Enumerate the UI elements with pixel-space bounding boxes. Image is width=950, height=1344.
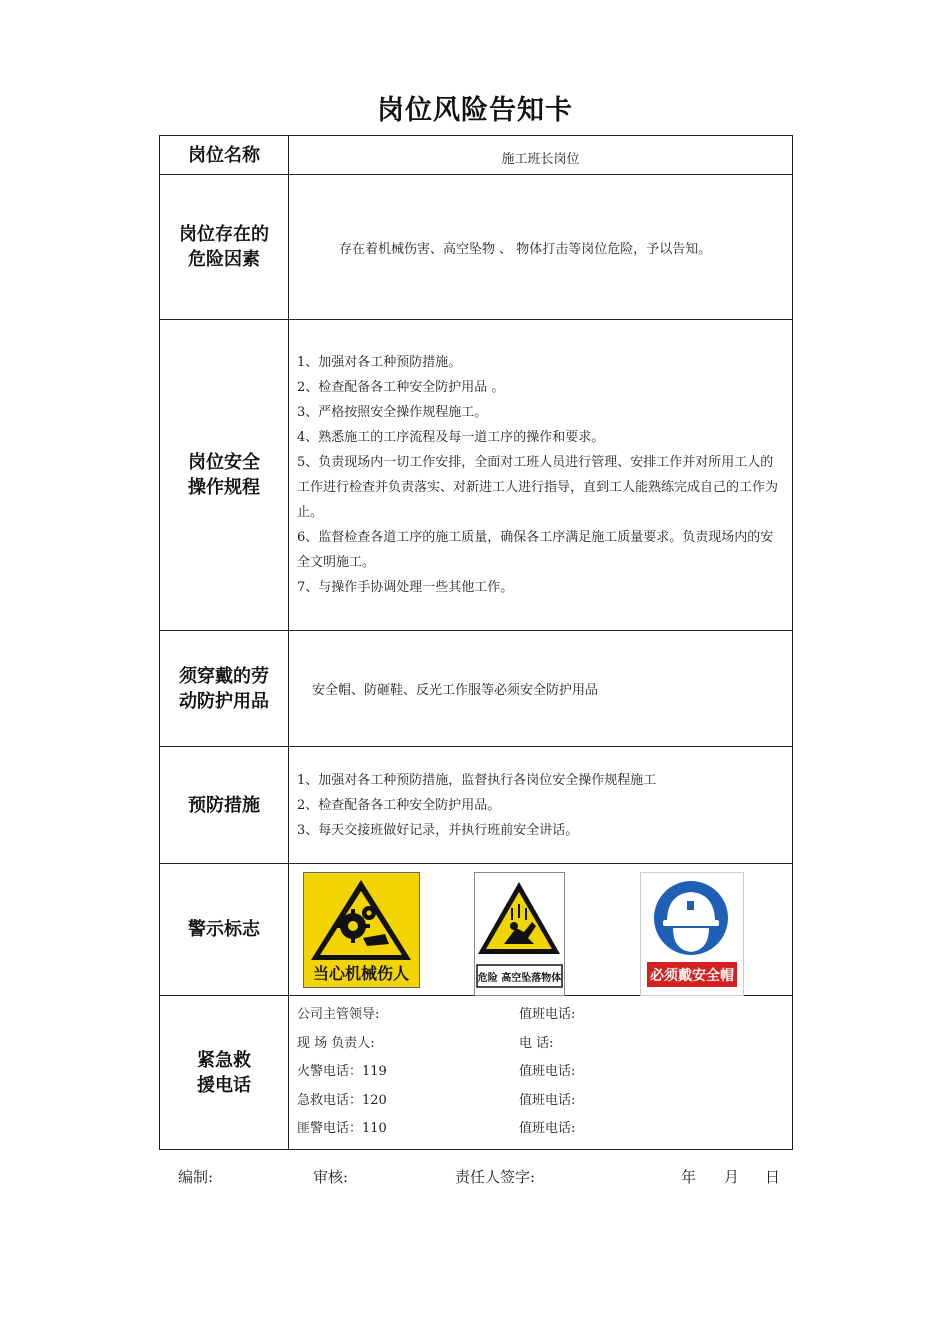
ppe-label-line1: 须穿戴的劳 bbox=[179, 665, 269, 687]
sign-caption: 危险 高空坠落物体 bbox=[477, 972, 562, 984]
emergency-contact-left: 匪警电话：110 bbox=[297, 1121, 387, 1137]
emergency-contact-left: 急救电话：120 bbox=[297, 1092, 387, 1108]
procedure-item: 1、加强对各工种预防措施。 bbox=[297, 355, 462, 370]
reviewed-by-label: 审核: bbox=[313, 1168, 349, 1186]
procedure-item: 3、严格按照安全操作规程施工。 bbox=[297, 405, 488, 420]
prevention-item: 1、加强对各工种预防措施，监督执行各岗位安全操作规程施工 bbox=[297, 772, 657, 788]
row-ppe bbox=[160, 631, 793, 747]
hazards-label-line1: 岗位存在的 bbox=[179, 224, 269, 245]
ppe-value: 安全帽、防砸鞋、反光工作服等必须安全防护用品 bbox=[289, 631, 793, 747]
post-name-label: 岗位名称 bbox=[160, 136, 289, 175]
row-warning-signs bbox=[160, 864, 793, 996]
emergency-label bbox=[160, 996, 289, 1150]
emergency-contacts bbox=[289, 996, 793, 1150]
procedure-item: 7、与操作手协调处理一些其他工作。 bbox=[297, 580, 514, 595]
warning-signs-cell bbox=[289, 864, 793, 996]
emergency-contact-right: 值班电话: bbox=[519, 1092, 576, 1108]
ppe-label bbox=[160, 631, 289, 747]
sign-caption: 必须戴安全帽 bbox=[650, 967, 734, 984]
emergency-label-line2: 援电话 bbox=[197, 1074, 251, 1096]
safety-helmet-mandatory-icon bbox=[640, 872, 744, 1000]
sign-caption: 当心机械伤人 bbox=[312, 963, 410, 983]
date-year-label: 年 bbox=[681, 1168, 697, 1186]
emergency-label-line1: 紧急救 bbox=[197, 1049, 251, 1071]
prevention-list bbox=[289, 747, 793, 864]
procedures-label-line1: 岗位安全 bbox=[188, 452, 260, 473]
emergency-contact-left: 火警电话：119 bbox=[297, 1064, 387, 1080]
emergency-contact-right: 值班电话: bbox=[519, 1007, 576, 1023]
falling-objects-warning-icon bbox=[474, 872, 565, 1000]
procedure-item: 4、熟悉施工的工序流程及每一道工序的操作和要求。 bbox=[297, 430, 605, 445]
row-hazards bbox=[160, 175, 793, 320]
procedure-item: 2、检查配备各工种安全防护用品 。 bbox=[297, 380, 505, 395]
post-name-value: 施工班长岗位 bbox=[289, 136, 793, 175]
procedures-label-line2: 操作规程 bbox=[188, 477, 260, 498]
emergency-contact-right: 值班电话: bbox=[519, 1064, 576, 1080]
prevention-label: 预防措施 bbox=[160, 747, 289, 864]
emergency-contact-left: 现 场 负责人: bbox=[297, 1035, 375, 1051]
hazards-label-line2: 危险因素 bbox=[188, 249, 260, 270]
date-day-label: 日 bbox=[765, 1168, 781, 1186]
row-procedures bbox=[160, 320, 793, 631]
procedures-label bbox=[160, 320, 289, 631]
prepared-by-label: 编制: bbox=[178, 1168, 214, 1186]
ppe-label-line2: 动防护用品 bbox=[179, 690, 269, 712]
prevention-item: 3、每天交接班做好记录，并执行班前安全讲话。 bbox=[297, 822, 579, 838]
signature-footer bbox=[0, 1166, 950, 1188]
hazards-label bbox=[160, 175, 289, 320]
row-prevention bbox=[160, 747, 793, 864]
warning-signs-label: 警示标志 bbox=[160, 864, 289, 996]
procedures-list bbox=[289, 320, 793, 631]
emergency-contact-left: 公司主管领导: bbox=[297, 1007, 380, 1023]
row-emergency bbox=[160, 996, 793, 1150]
procedure-item: 6、监督检查各道工序的施工质量，确保各工序满足施工质量要求。负责现场内的安全文明施工。 bbox=[297, 530, 774, 570]
risk-card-table bbox=[159, 135, 793, 1150]
emergency-contact-right: 电 话: bbox=[519, 1035, 554, 1051]
page-title: 岗位风险告知卡 bbox=[377, 95, 573, 126]
date-month-label: 月 bbox=[724, 1168, 740, 1186]
responsible-signature-label: 责任人签字: bbox=[455, 1168, 536, 1186]
prevention-item: 2、检查配备各工种安全防护用品。 bbox=[297, 797, 501, 813]
hazards-value: 存在着机械伤害、高空坠物 、 物体打击等岗位危险，予以告知。 bbox=[289, 175, 793, 320]
row-post-name bbox=[160, 136, 793, 175]
mechanical-injury-warning-icon bbox=[303, 872, 420, 992]
emergency-contact-right: 值班电话: bbox=[519, 1121, 576, 1137]
procedure-item: 5、负责现场内一切工作安排，全面对工班人员进行管理、安排工作并对所用工人的工作进行检查并负责落实、对新进工人进行指导，直到工人能熟练完成自己的工作为止。 bbox=[297, 455, 779, 520]
